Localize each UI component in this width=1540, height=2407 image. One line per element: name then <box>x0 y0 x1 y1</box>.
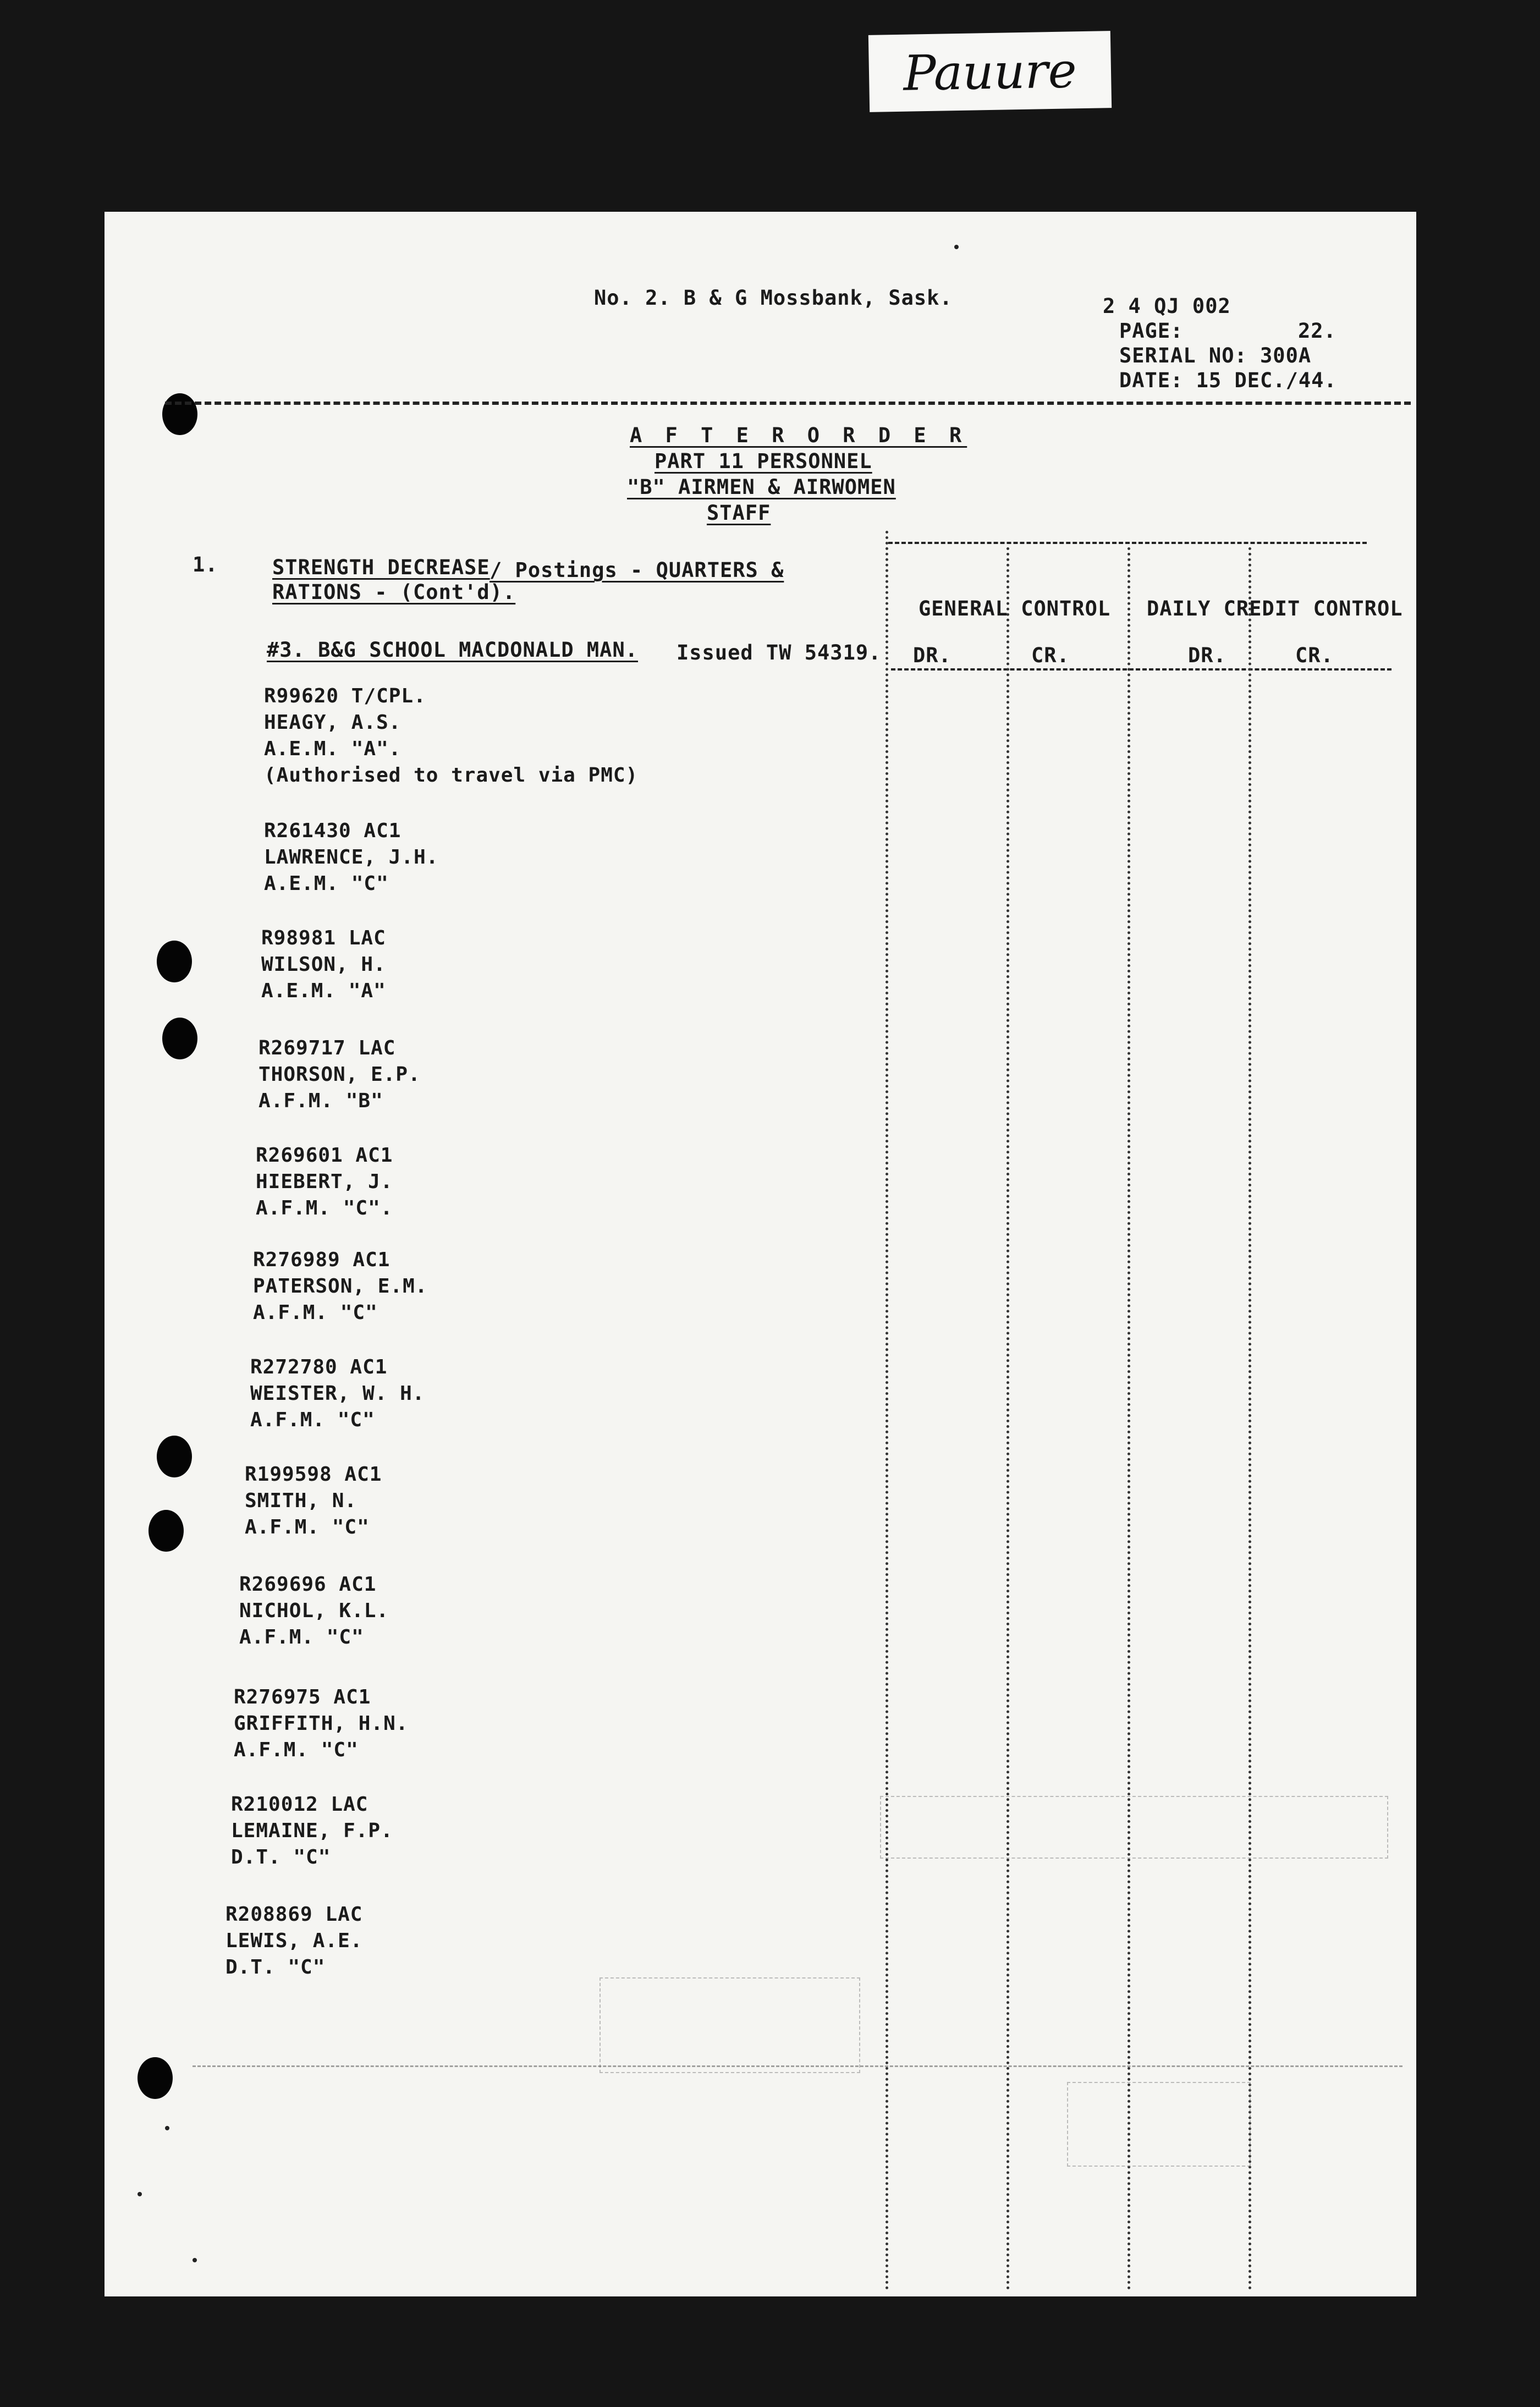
entry-service-number: R276975 AC1 <box>234 1686 371 1708</box>
section-number: 1. <box>193 553 218 576</box>
page-label: PAGE: <box>1119 319 1184 343</box>
column-rule <box>1007 547 1009 2291</box>
punch-hole <box>162 393 197 435</box>
entry-classification: A.E.M. "A". <box>264 738 402 760</box>
entry-classification: A.F.M. "C". <box>256 1197 393 1219</box>
page-number: 22. <box>1298 319 1336 343</box>
header-divider <box>165 402 1411 405</box>
punch-hole <box>138 2057 173 2099</box>
entry-classification: A.F.M. "C" <box>234 1739 359 1761</box>
bleed-through-rule <box>193 2065 1402 2067</box>
speck <box>193 2258 197 2262</box>
entry-name: WILSON, H. <box>261 953 386 976</box>
entry-name: WEISTER, W. H. <box>250 1382 425 1405</box>
entry-name: HEAGY, A.S. <box>264 711 402 734</box>
order-staff: STAFF <box>707 501 771 525</box>
section-heading-c: RATIONS - (Cont'd). <box>272 580 516 604</box>
speck <box>165 2126 169 2130</box>
column-rule <box>1248 547 1251 2291</box>
punch-hole <box>157 1436 192 1477</box>
entry-service-number: R269601 AC1 <box>256 1144 393 1167</box>
punch-hole <box>162 1018 197 1059</box>
entry-classification: A.E.M. "C" <box>264 872 389 895</box>
general-cr-heading: CR. <box>1031 644 1070 667</box>
entry-classification: D.T. "C" <box>231 1846 331 1869</box>
speck <box>138 2192 142 2196</box>
entry-name: PATERSON, E.M. <box>253 1275 428 1298</box>
serial-number: SERIAL NO: 300A <box>1119 344 1312 367</box>
unit-name: No. 2. B & G Mossbank, Sask. <box>594 286 953 310</box>
order-part: PART 11 PERSONNEL <box>654 449 872 473</box>
entry-name: NICHOL, K.L. <box>239 1600 389 1622</box>
entry-service-number: R272780 AC1 <box>250 1356 388 1378</box>
entry-service-number: R208869 LAC <box>226 1903 363 1926</box>
order-title: A F T E R O R D E R <box>630 424 967 447</box>
columns-top-rule <box>888 542 1367 544</box>
bleed-through-mark <box>1067 2082 1251 2167</box>
entry-name: THORSON, E.P. <box>258 1063 421 1086</box>
columns-header-rule <box>891 668 1392 671</box>
entry-classification: A.F.M. "C" <box>253 1301 378 1324</box>
entry-classification: D.T. "C" <box>226 1956 326 1979</box>
entry-service-number: R210012 LAC <box>231 1793 369 1816</box>
section-heading-a: STRENGTH DECREASE <box>272 556 490 579</box>
daily-credit-control-heading: DAILY CREDIT CONTROL <box>1147 597 1403 620</box>
speck <box>954 245 959 249</box>
daily-dr-heading: DR. <box>1188 644 1226 667</box>
daily-cr-heading: CR. <box>1295 644 1334 667</box>
column-rule <box>886 531 888 2291</box>
tag-label: Pauure <box>903 41 1077 102</box>
column-rule <box>1128 547 1130 2291</box>
bleed-through-mark <box>880 1796 1388 1859</box>
entry-classification: A.F.M. "C" <box>250 1409 375 1431</box>
entry-classification: A.F.M. "C" <box>239 1626 364 1648</box>
entry-service-number: R269696 AC1 <box>239 1573 377 1596</box>
order-date: DATE: 15 DEC./44. <box>1119 369 1337 392</box>
entry-service-number: R261430 AC1 <box>264 820 402 842</box>
entry-service-number: R99620 T/CPL. <box>264 685 426 707</box>
entry-name: LEWIS, A.E. <box>226 1930 363 1952</box>
punch-hole <box>148 1510 184 1552</box>
entry-note: (Authorised to travel via PMC) <box>264 764 639 787</box>
general-dr-heading: DR. <box>913 644 952 667</box>
entry-service-number: R98981 LAC <box>261 927 386 949</box>
reference-code: 2 4 QJ 002 <box>1103 294 1231 318</box>
entry-name: HIEBERT, J. <box>256 1170 393 1193</box>
entry-service-number: R276989 AC1 <box>253 1249 391 1271</box>
handwritten-tag <box>868 31 1112 112</box>
entry-classification: A.E.M. "A" <box>261 980 386 1002</box>
issued-reference: Issued TW 54319. <box>676 641 882 664</box>
entry-service-number: R199598 AC1 <box>245 1463 382 1486</box>
punch-hole <box>157 941 192 982</box>
order-category: "B" AIRMEN & AIRWOMEN <box>627 475 896 499</box>
entry-service-number: R269717 LAC <box>258 1037 396 1059</box>
posting-destination: #3. B&G SCHOOL MACDONALD MAN. <box>267 638 639 662</box>
general-control-heading: GENERAL CONTROL <box>919 597 1111 620</box>
entry-name: LEMAINE, F.P. <box>231 1820 393 1842</box>
entry-name: LAWRENCE, J.H. <box>264 846 439 869</box>
entry-classification: A.F.M. "B" <box>258 1090 383 1112</box>
section-heading-b: / Postings - QUARTERS & <box>490 558 784 582</box>
entry-name: SMITH, N. <box>245 1490 358 1512</box>
entry-name: GRIFFITH, H.N. <box>234 1712 409 1735</box>
entry-classification: A.F.M. "C" <box>245 1516 370 1538</box>
document-page <box>105 212 1416 2296</box>
bleed-through-mark <box>600 1977 860 2073</box>
